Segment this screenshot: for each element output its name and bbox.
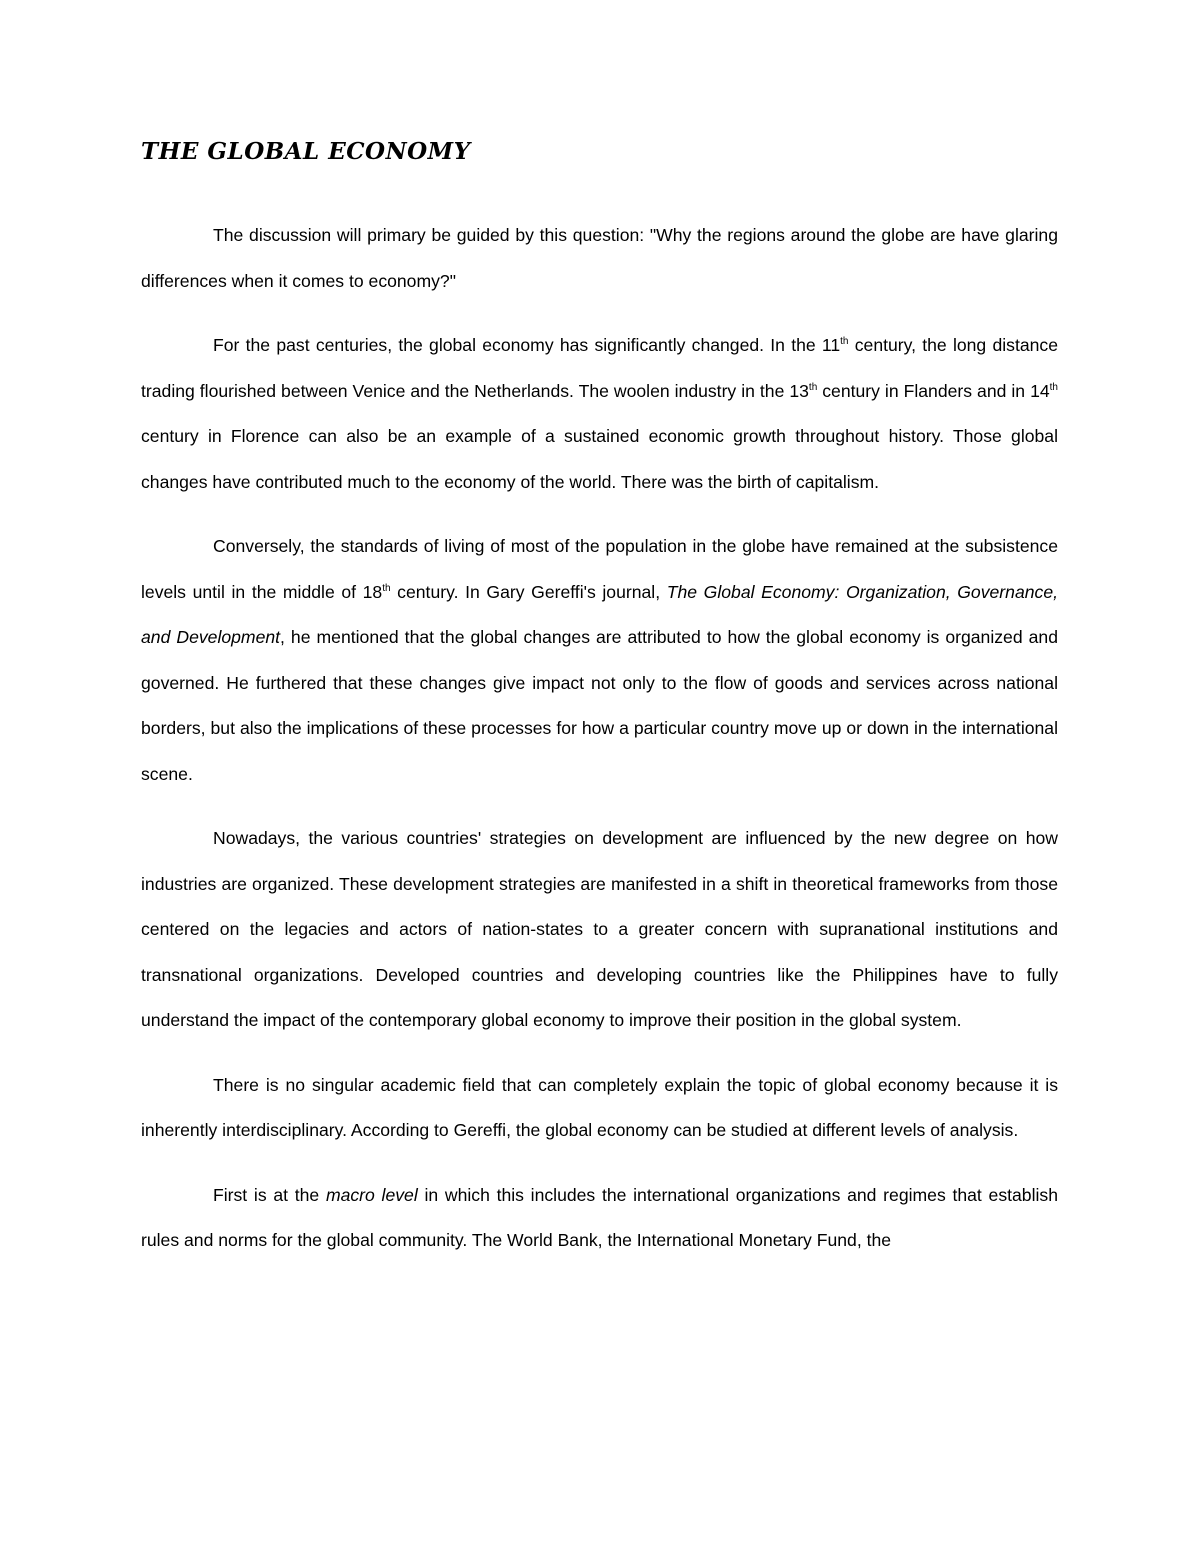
paragraph-2-text-2: century, the long distance trading flourished between Venice and the Netherlands. The woolen industry in the 13 — [141, 335, 1058, 401]
paragraph-1 — [141, 213, 1058, 304]
paragraph-2-text-1: For the past centuries, the global economy has significantly changed. In the 11 — [213, 335, 841, 355]
paragraph-2-text-3: century in Flanders and in 14 — [817, 380, 1050, 401]
paragraph-6 — [141, 1173, 1058, 1264]
paragraph-4-text: Nowadays, the various countries' strategies on development are influenced by the new degree on how industries are organized. These development strategies are manifested in a shift in theoretical frameworks from those centered on the legacies and actors of nation-states to a greater concern with supranational institutions and transnational organizations. Developed countries and developing countries like the Philippines have to fully understand the impact of the contemporary global economy to improve their position in the global system. — [141, 828, 1058, 1030]
document-title: THE GLOBAL ECONOMY — [141, 138, 471, 165]
macro-level-term: macro level — [325, 1184, 418, 1205]
paragraph-3-text-1: Conversely, the standards of living of most of the population in the globe have remained at the subsistence levels until in the middle of 18 — [141, 536, 1058, 602]
paragraph-2-text-4: century in Florence can also be an example of a sustained economic growth throughout history. Those global changes have contributed much to the economy of the world. There was the birth of capitalism. — [141, 426, 1058, 492]
ordinal-suffix: th — [840, 336, 849, 347]
ordinal-suffix: th — [1049, 381, 1058, 393]
document-body — [141, 213, 1058, 1283]
ordinal-suffix: th — [382, 582, 391, 594]
paragraph-4 — [141, 816, 1058, 1044]
paragraph-3 — [141, 524, 1058, 797]
paragraph-3-text-3: , he mentioned that the global changes are attributed to how the global economy is organized and governed. He furthered that these changes give impact not only to the flow of goods and services across national borders, but also the implications of these processes for how a particular country move up or down in the international scene. — [141, 627, 1058, 784]
paragraph-6-text-1: First is at the — [213, 1184, 326, 1205]
paragraph-5 — [141, 1063, 1058, 1154]
paragraph-5-text: There is no singular academic field that can completely explain the topic of global economy because it is inherently interdisciplinary. According to Gereffi, the global economy can be studied at different levels of analysis. — [141, 1074, 1058, 1140]
paragraph-1-text: The discussion will primary be guided by this question: "Why the regions around the globe are have glaring differences when it comes to economy?" — [141, 225, 1058, 291]
paragraph-2 — [141, 323, 1058, 505]
paragraph-6-text-2: in which this includes the international organizations and regimes that establish rules and norms for the global community. The World Bank, the International Monetary Fund, the — [141, 1184, 1058, 1250]
journal-title: The Global Economy: Organization, Governance, and Development — [141, 581, 1058, 647]
paragraph-3-text-2: century. In Gary Gereffi's journal, — [390, 581, 667, 602]
ordinal-suffix: th — [808, 381, 818, 393]
